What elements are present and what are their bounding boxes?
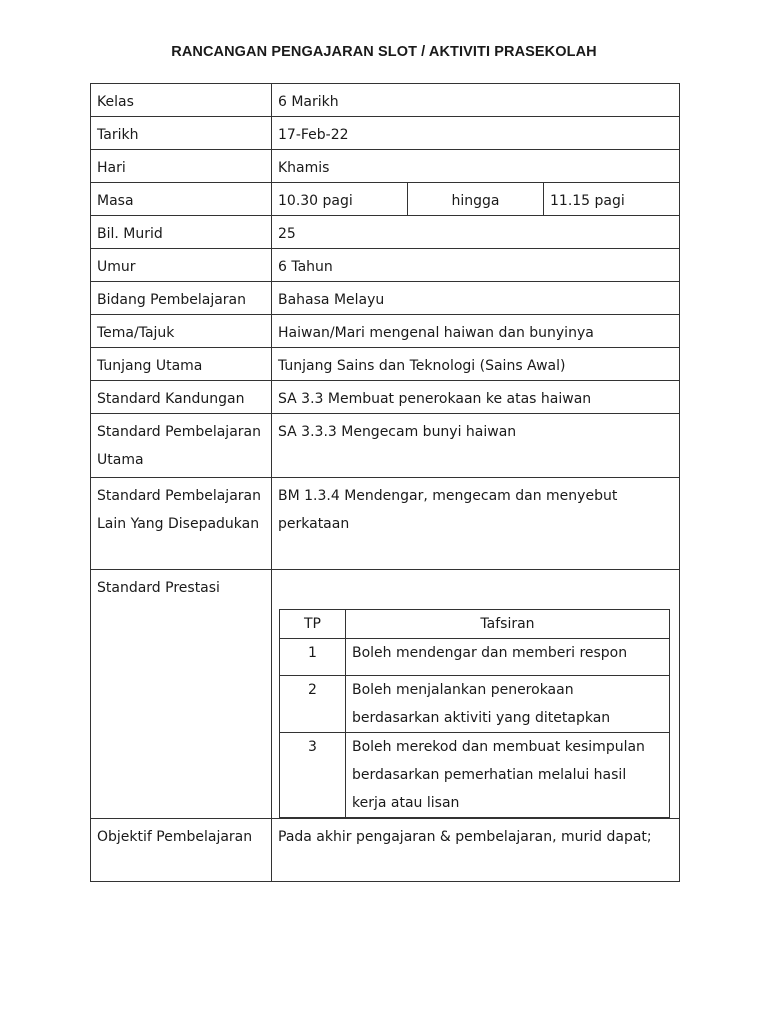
- value-umur: 6 Tahun: [272, 249, 680, 282]
- value-kelas: 6 Marikh: [272, 84, 680, 117]
- prestasi-tafsiran: Boleh menjalankan penerokaan berdasarkan aktiviti yang ditetapkan: [346, 676, 670, 733]
- prestasi-tp: 3: [280, 733, 346, 818]
- value-sp-utama: SA 3.3.3 Mengecam bunyi haiwan: [272, 414, 680, 478]
- value-standard-prestasi: [272, 570, 680, 819]
- row-sp-lain: [91, 478, 680, 570]
- row-hari: [91, 150, 680, 183]
- row-masa: [91, 183, 680, 216]
- value-masa-end: 11.15 pagi: [544, 183, 680, 216]
- value-hari: Khamis: [272, 150, 680, 183]
- value-bil-murid: 25: [272, 216, 680, 249]
- row-tunjang: [91, 348, 680, 381]
- row-bil-murid: [91, 216, 680, 249]
- label-tunjang: Tunjang Utama: [91, 348, 272, 381]
- label-tema: Tema/Tajuk: [91, 315, 272, 348]
- value-sp-lain: BM 1.3.4 Mendengar, mengecam dan menyebut perkataan: [272, 478, 680, 570]
- value-bidang: Bahasa Melayu: [272, 282, 680, 315]
- label-kelas: Kelas: [91, 84, 272, 117]
- value-masa-start: 10.30 pagi: [272, 183, 408, 216]
- value-standard-kandungan: SA 3.3 Membuat penerokaan ke atas haiwan: [272, 381, 680, 414]
- label-masa: Masa: [91, 183, 272, 216]
- row-umur: [91, 249, 680, 282]
- row-standard-prestasi: [91, 570, 680, 819]
- row-sp-utama: [91, 414, 680, 478]
- label-standard-kandungan: Standard Kandungan: [91, 381, 272, 414]
- label-tarikh: Tarikh: [91, 117, 272, 150]
- prestasi-tp: 2: [280, 676, 346, 733]
- value-objektif: Pada akhir pengajaran & pembelajaran, murid dapat;: [272, 819, 680, 882]
- row-tarikh: [91, 117, 680, 150]
- row-tema: [91, 315, 680, 348]
- prestasi-row: [280, 733, 670, 818]
- row-kelas: [91, 84, 680, 117]
- label-objektif: Objektif Pembelajaran: [91, 819, 272, 882]
- prestasi-header-tafsiran: Tafsiran: [346, 610, 670, 639]
- value-tema: Haiwan/Mari mengenal haiwan dan bunyinya: [272, 315, 680, 348]
- prestasi-header-row: [280, 610, 670, 639]
- value-tunjang: Tunjang Sains dan Teknologi (Sains Awal): [272, 348, 680, 381]
- label-bil-murid: Bil. Murid: [91, 216, 272, 249]
- value-tarikh: 17-Feb-22: [272, 117, 680, 150]
- row-objektif: [91, 819, 680, 882]
- label-standard-prestasi: Standard Prestasi: [91, 570, 272, 819]
- prestasi-tafsiran: Boleh merekod dan membuat kesimpulan berdasarkan pemerhatian melalui hasil kerja atau lisan: [346, 733, 670, 818]
- label-umur: Umur: [91, 249, 272, 282]
- label-sp-utama: Standard Pembelajaran Utama: [91, 414, 272, 478]
- row-bidang: [91, 282, 680, 315]
- prestasi-tp: 1: [280, 639, 346, 676]
- document-title: RANCANGAN PENGAJARAN SLOT / AKTIVITI PRASEKOLAH: [171, 44, 597, 60]
- label-hari: Hari: [91, 150, 272, 183]
- prestasi-table: [279, 609, 670, 818]
- prestasi-row: [280, 676, 670, 733]
- row-standard-kandungan: [91, 381, 680, 414]
- label-bidang: Bidang Pembelajaran: [91, 282, 272, 315]
- prestasi-tafsiran: Boleh mendengar dan memberi respon: [346, 639, 670, 676]
- label-sp-lain: Standard Pembelajaran Lain Yang Disepadukan: [91, 478, 272, 570]
- prestasi-row: [280, 639, 670, 676]
- prestasi-header-tp: TP: [280, 610, 346, 639]
- value-masa-separator: hingga: [408, 183, 544, 216]
- lesson-plan-table: [90, 83, 680, 882]
